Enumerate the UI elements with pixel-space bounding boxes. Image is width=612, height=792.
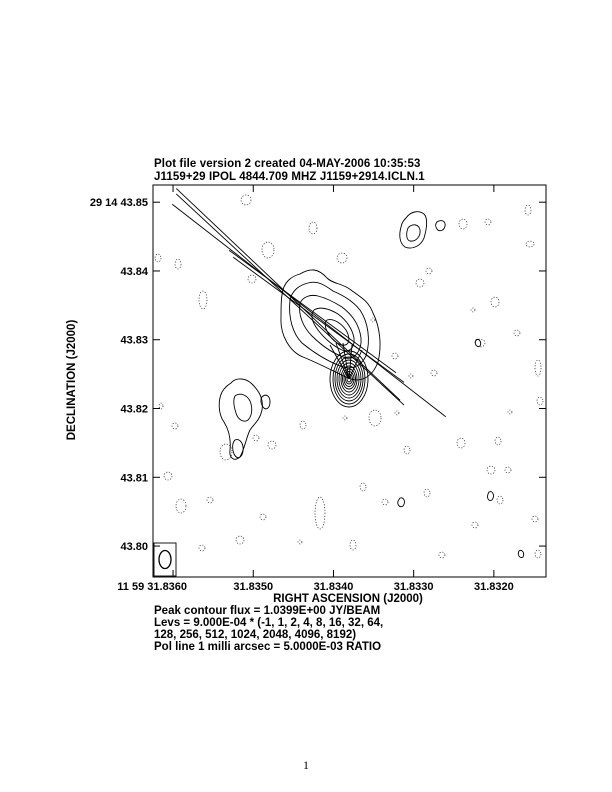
y-tick-label: 43.80 bbox=[120, 541, 148, 554]
x-tick-label: 11 59 31.8360 bbox=[117, 581, 188, 593]
x-axis-ticks bbox=[117, 185, 513, 593]
plot-frame bbox=[153, 185, 546, 577]
y-tick-label: 43.81 bbox=[120, 472, 148, 485]
polarization-vector bbox=[172, 204, 445, 417]
y-axis-label: DECLINATION (J2000) bbox=[66, 319, 78, 441]
beam-ellipse bbox=[159, 551, 171, 569]
positive-contours bbox=[219, 212, 523, 558]
y-tick-label: 43.84 bbox=[120, 265, 148, 278]
polarization-vector bbox=[176, 194, 404, 405]
plot-header-line-1: Plot file version 2 created 04-MAY-2006 10:35:53 bbox=[154, 158, 421, 170]
page-number: 1 bbox=[303, 758, 309, 772]
polarization-vector bbox=[229, 250, 396, 372]
plot-header-line-2: J1159+29 IPOL 4844.709 MHZ J1159+2914.ICLN.1 bbox=[154, 171, 425, 183]
x-tick-label: 31.8350 bbox=[233, 581, 274, 593]
x-tick-label: 31.8320 bbox=[473, 581, 514, 593]
y-tick-label: 43.82 bbox=[120, 403, 148, 416]
levels-text-line-2: 128, 256, 512, 1024, 2048, 4096, 8192) bbox=[154, 629, 357, 641]
y-axis-ticks bbox=[90, 197, 546, 553]
peak-flux-text: Peak contour flux = 1.0399E+00 JY/BEAM bbox=[154, 605, 381, 617]
x-tick-label: 31.8340 bbox=[313, 581, 354, 593]
y-tick-label: 43.83 bbox=[120, 334, 148, 347]
polarization-lines bbox=[172, 188, 445, 416]
levels-text-line-1: Levs = 9.000E-04 * (-1, 1, 2, 4, 8, 16, 32, 64, bbox=[154, 617, 384, 629]
y-tick-label: 29 14 43.85 bbox=[89, 197, 148, 210]
x-tick-label: 31.8330 bbox=[393, 581, 434, 593]
x-axis-label: RIGHT ASCENSION (J2000) bbox=[273, 593, 423, 605]
pol-line-scale-text: Pol line 1 milli arcsec = 5.0000E-03 RATIO bbox=[154, 641, 382, 653]
